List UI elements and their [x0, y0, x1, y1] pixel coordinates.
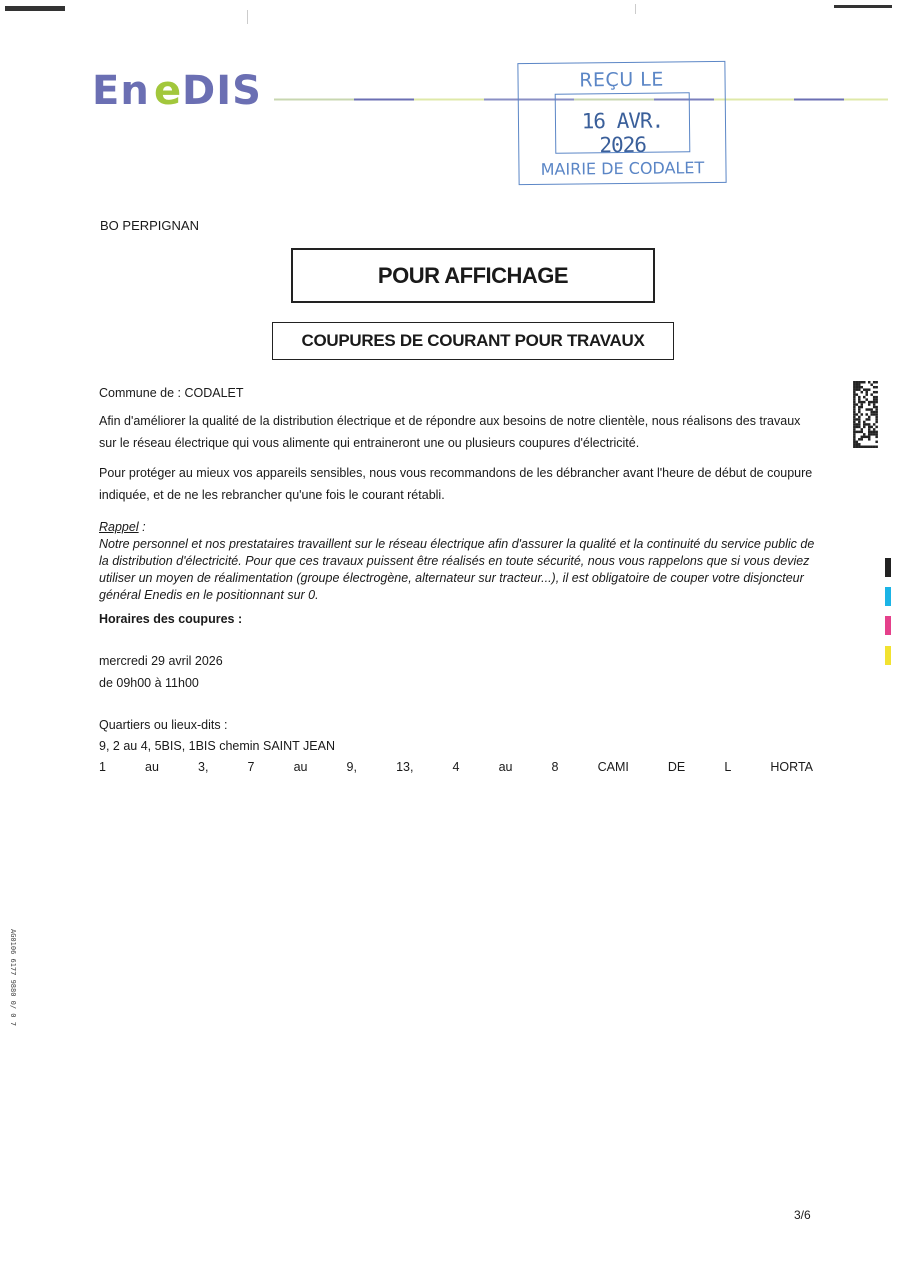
stamp-date: 16 AVR. 2026 — [581, 108, 664, 158]
received-stamp — [517, 61, 726, 185]
scan-edge-mark-left — [5, 6, 65, 11]
posting-title-box — [291, 248, 655, 303]
stamp-received-label: REÇU LE — [579, 68, 664, 92]
location-word: 7 — [247, 760, 255, 774]
registration-bar-cyan — [885, 587, 891, 606]
location-word: au — [145, 760, 159, 774]
reminder-label: Rappel — [99, 520, 139, 534]
fold-tick-2 — [635, 4, 636, 14]
subject-title: COUPURES DE COURANT POUR TRAVAUX — [301, 331, 645, 350]
svg-text:e: e — [154, 68, 182, 112]
location-word: 13, — [396, 760, 414, 774]
posting-title: POUR AFFICHAGE — [377, 262, 569, 288]
location-word: 4 — [452, 760, 460, 774]
stamp-town-hall: MAIRIE DE CODALET — [540, 158, 705, 179]
location-word: L — [724, 760, 732, 774]
subject-box — [272, 322, 674, 360]
sender-office: BO PERPIGNAN — [100, 218, 199, 233]
registration-bar-yellow — [885, 646, 891, 665]
intro-paragraph: Afin d'améliorer la qualité de la distribution électrique et de répondre aux besoins de notre clientèle, nous réalisons des travaux sur le réseau électrique qui vous alimente qui entraineront une ou plusieurs coupures d'électricité. — [99, 414, 801, 450]
location-line-2 — [99, 760, 813, 774]
location-word: HORTA — [770, 760, 813, 774]
location-word: au — [293, 760, 308, 774]
fold-tick-1 — [247, 10, 248, 24]
locations-heading: Quartiers ou lieux-dits : — [99, 718, 228, 732]
svg-text:En: En — [92, 68, 150, 112]
location-word: au — [498, 760, 513, 774]
location-line-1: 9, 2 au 4, 5BIS, 1BIS chemin SAINT JEAN — [99, 739, 335, 753]
page-number: 3/6 — [794, 1208, 811, 1222]
location-word: DE — [667, 760, 686, 774]
commune-line: Commune de : CODALET — [99, 386, 244, 400]
schedule-heading: Horaires des coupures : — [99, 612, 243, 626]
side-reference-code: AG0106 6177 9880 0/ 0 7 — [9, 929, 17, 1026]
advice-paragraph: Pour protéger au mieux vos appareils sensibles, nous vous recommandons de les débrancher avant l'heure de début de coupure indiquée, et de ne les rebrancher qu'une fois le courant rétabli. — [99, 466, 813, 502]
datamatrix-code — [853, 381, 878, 448]
enedis-logo — [92, 64, 262, 112]
location-word: CAMI — [597, 760, 629, 774]
svg-text:DIS: DIS — [182, 68, 262, 112]
location-word: 1 — [99, 760, 106, 774]
registration-bar-magenta — [885, 616, 891, 635]
scan-edge-mark-right — [834, 5, 892, 8]
stamp-date-box — [555, 92, 691, 158]
location-word: 3, — [198, 760, 209, 774]
reminder-text: Notre personnel et nos prestataires travaillent sur le réseau électrique afin d'assurer la qualité et la continuité du service public de la distribution d'électricité. Pour que ces travaux puissent être réalisés en toute sécurité, nous vous rappelons que si vous deviez utiliser un moyen de réalimentation (groupe électrogène, alternateur sur tracteur...), il est obligatoire de couper votre disjoncteur général Enedis en le positionnant sur 0. — [99, 537, 815, 602]
outage-date: mercredi 29 avril 2026 — [99, 654, 223, 668]
location-word: 8 — [551, 760, 559, 774]
outage-time: de 09h00 à 11h00 — [99, 676, 199, 690]
reminder-block: Rappel : Notre personnel et nos prestataires travaillent sur le réseau électrique afin d'assurer la qualité et la continuité du service public de la distribution d'électricité. Pour que ces travaux puissent être réalisés en toute sécurité, nous vous rappelons que si vous deviez utiliser un moyen de réalimentation (groupe électrogène, alternateur sur tracteur...), il est obligatoire de couper votre disjoncteur général Enedis en le positionnant sur 0. — [99, 520, 815, 602]
registration-bar-black — [885, 558, 891, 577]
location-word: 9, — [346, 760, 357, 774]
